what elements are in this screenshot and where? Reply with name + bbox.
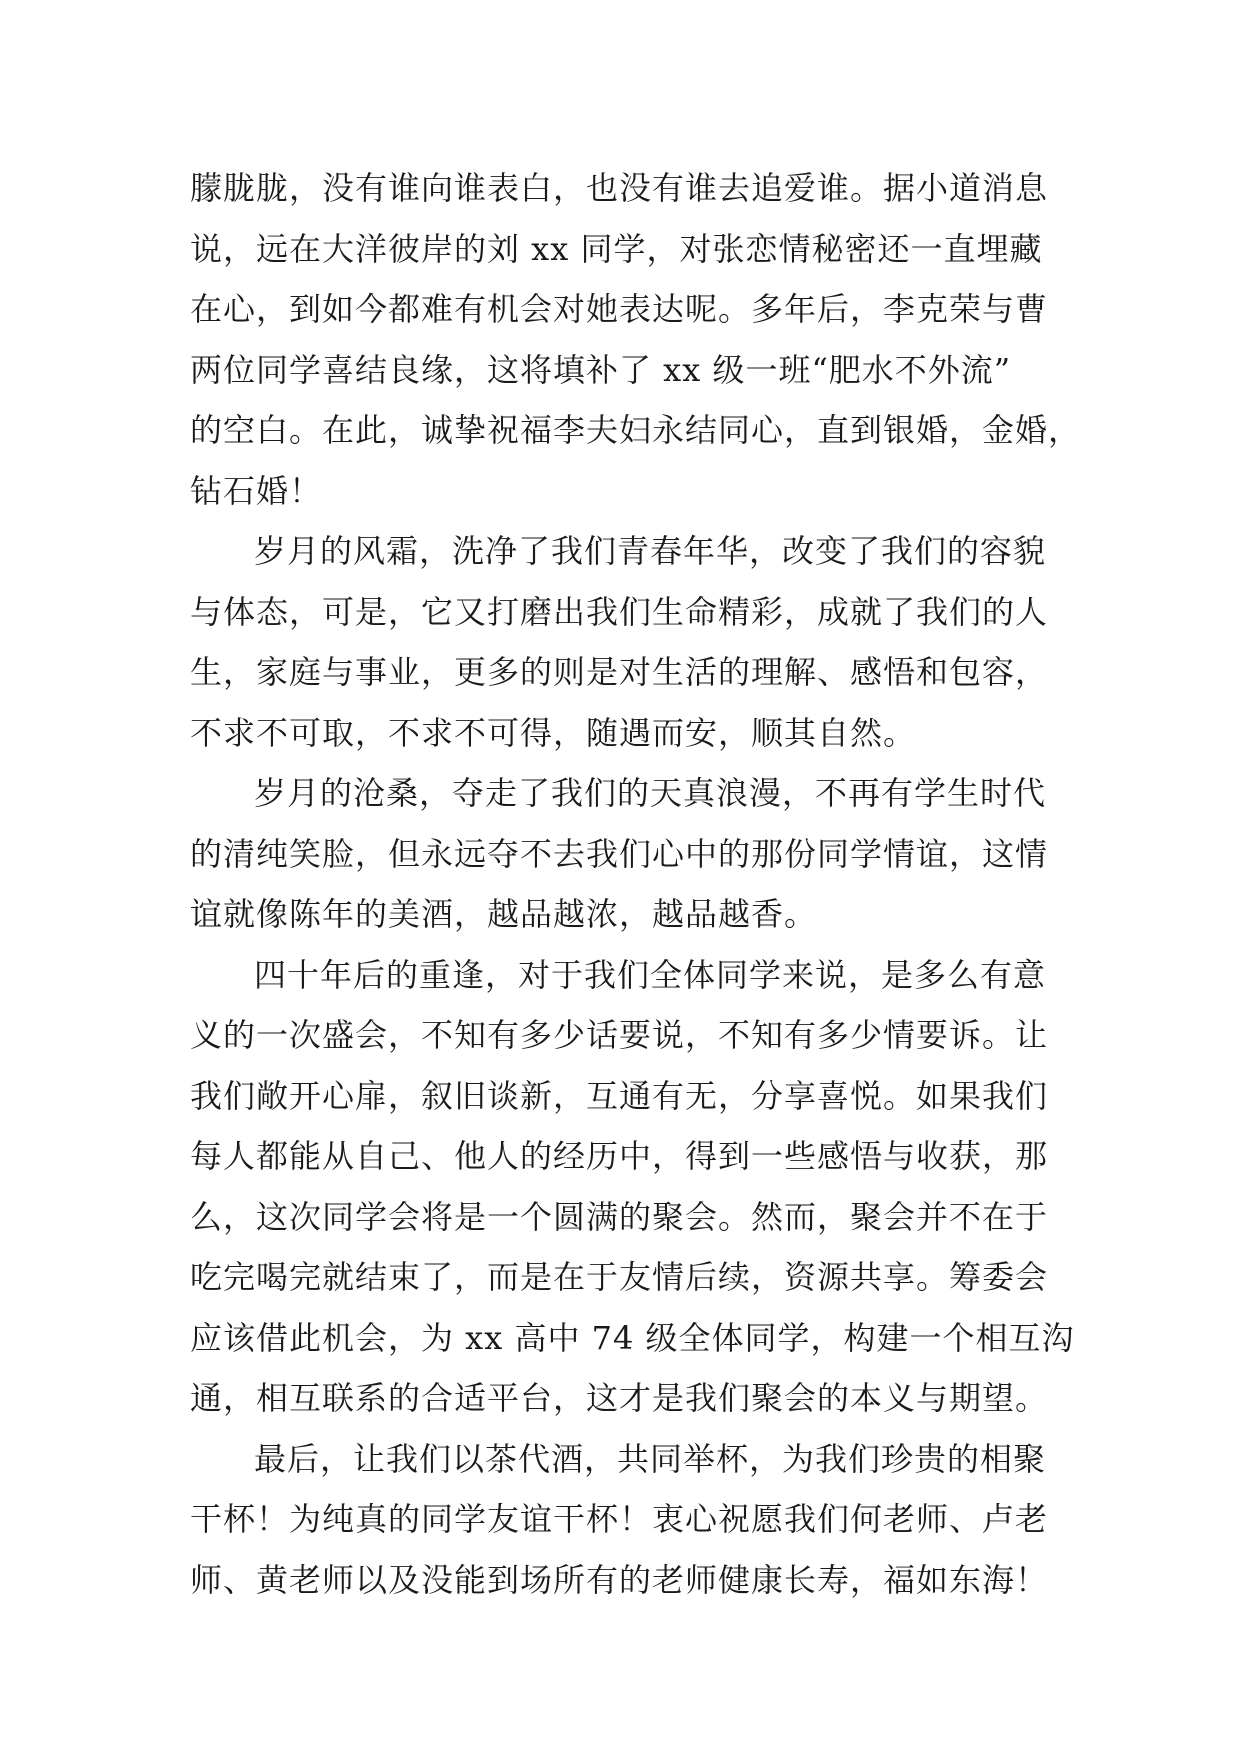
paragraph-4 xyxy=(190,945,1075,1429)
text-line: 应该借此机会，为 xx 高中 74 级全体同学，构建一个相互沟 xyxy=(190,1318,1075,1357)
paragraph-2 xyxy=(190,521,1070,763)
text-line: 么，这次同学会将是一个圆满的聚会。然而，聚会并不在于 xyxy=(190,1197,1049,1236)
paragraph-3 xyxy=(190,763,1070,945)
text-line: 不求不可取，不求不可得，随遇而安，顺其自然。 xyxy=(190,713,917,752)
text-line: 我们敞开心扉，叙旧谈新，互通有无，分享喜悦。如果我们 xyxy=(190,1076,1049,1115)
text-line: 说，远在大洋彼岸的刘 xx 同学，对张恋情秘密还一直埋藏 xyxy=(190,229,1043,268)
paragraph-5 xyxy=(190,1429,1070,1611)
text-line: 在心，到如今都难有机会对她表达呢。多年后，李克荣与曹 xyxy=(190,290,1049,328)
document-body xyxy=(190,158,1082,1610)
text-line: 钻石婚！ xyxy=(190,471,323,510)
text-line: 师、黄老师以及没能到场所有的老师健康长寿，福如东海！ xyxy=(190,1560,1049,1599)
paragraph-1 xyxy=(190,158,1082,521)
text-line: 的空白。在此，诚挚祝福李夫妇永结同心，直到银婚，金婚， xyxy=(190,411,1082,449)
text-line: 最后，让我们以茶代酒，共同举杯，为我们珍贵的相聚 xyxy=(254,1439,1047,1478)
text-line: 两位同学喜结良缘，这将填补了 xx 级一班“肥水不外流” xyxy=(190,350,1012,389)
text-line: 生，家庭与事业，更多的则是对生活的理解、感悟和包容， xyxy=(190,653,1049,691)
text-line: 四十年后的重逢，对于我们全体同学来说，是多么有意 xyxy=(254,955,1047,994)
text-line: 谊就像陈年的美酒，越品越浓，越品越香。 xyxy=(190,895,818,933)
text-line: 朦胧胧，没有谁向谁表白，也没有谁去追爱谁。据小道消息 xyxy=(190,169,1049,207)
text-line: 的清纯笑脸，但永远夺不去我们心中的那份同学情谊，这情 xyxy=(190,834,1049,873)
text-line: 岁月的沧桑，夺走了我们的天真浪漫，不再有学生时代 xyxy=(254,774,1047,812)
text-line: 义的一次盛会，不知有多少话要说，不知有多少情要诉。让 xyxy=(190,1016,1049,1054)
text-line: 每人都能从自己、他人的经历中，得到一些感悟与收获，那 xyxy=(190,1137,1049,1175)
text-line: 通，相互联系的合适平台，这才是我们聚会的本义与期望。 xyxy=(190,1379,1049,1417)
text-line: 岁月的风霜，洗净了我们青春年华，改变了我们的容貌 xyxy=(254,532,1047,570)
text-line: 与体态，可是，它又打磨出我们生命精彩，成就了我们的人 xyxy=(190,592,1049,631)
text-line: 吃完喝完就结束了，而是在于友情后续，资源共享。筹委会 xyxy=(190,1258,1049,1296)
text-line: 干杯！为纯真的同学友谊干杯！衷心祝愿我们何老师、卢老 xyxy=(190,1500,1049,1538)
